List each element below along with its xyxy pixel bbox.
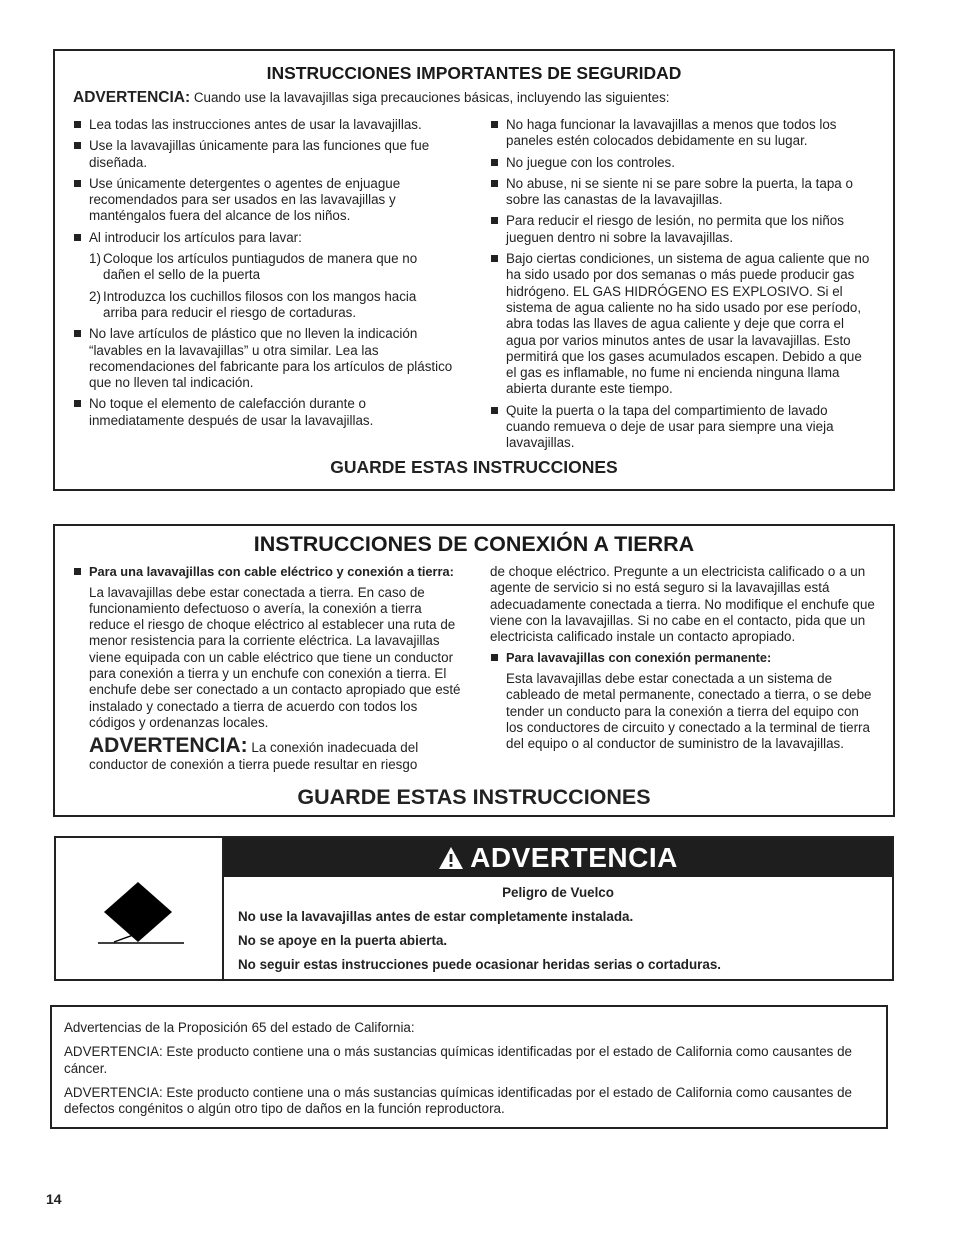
safety-footer: GUARDE ESTAS INSTRUCCIONES xyxy=(330,457,618,477)
list-item: Para reducir el riesgo de lesión, no permita que los niños jueguen dentro ni sobre la lavavajillas. xyxy=(490,213,875,246)
prop65-warning: ADVERTENCIA: Este producto contiene una o más sustancias químicas identificadas por el estado de California como causantes de cáncer. xyxy=(64,1044,852,1076)
grounding-footer: GUARDE ESTAS INSTRUCCIONES xyxy=(297,785,651,809)
list-item: Bajo ciertas condiciones, un sistema de agua caliente que no ha sido usado por dos semanas o más puede producir gas hidrógeno. EL GAS HIDRÓGENO ES EXPLOSIVO. Si el sistema de agua caliente no ha sido usado por ese período, abra todas las llaves de agua caliente y deje que corra el agua por varios minutos antes de usar la lavavajillas. Esto permitirá que los gases acumulados escapen. Debido a que el gas es inflamable, no fume ni encienda ninguna llama abierta durante este tiempo. xyxy=(490,251,875,398)
grounding-body: La lavavajillas debe estar conectada a tierra. En caso de funcionamiento defectuoso o avería, la conexión a tierra reduce el riesgo de choque eléctrico al establecer una ruta de menor resistencia para la corriente eléctrica. La lavavajillas viene equipada con un cable eléctrico que tiene un conductor para conexión a tierra y un enchufe con conexión a tierra. El enchufe debe ser conectado a un contacto apropiado que esté instalado y conectado a tierra de acuerdo con todos los códigos y ordenanzas locales. xyxy=(89,584,461,730)
warning-header-text: ADVERTENCIA xyxy=(470,842,678,873)
grounding-body: Esta lavavajillas debe estar conectada a un sistema de cableado de metal permanente, conectado a tierra, o se debe tender un conducto para la conexión a tierra del equipo con los conductores de circuito y conectado a la terminal de tierra del equipo o al conductor de suministro de la lavavajillas. xyxy=(506,670,872,752)
safety-instructions-box xyxy=(53,49,895,491)
prop65-intro: Advertencias de la Proposición 65 del estado de California: xyxy=(64,1020,415,1035)
list-item: No juegue con los controles. xyxy=(490,155,875,171)
grounding-left-column xyxy=(73,564,465,773)
warning-lines xyxy=(238,885,878,981)
list-item: Use únicamente detergentes o agentes de enjuague recomendados para ser usados en las lavavajillas y manténgalos fuera del alcance de los niños. xyxy=(73,176,453,225)
list-item: Lea todas las instrucciones antes de usar la lavavajillas. xyxy=(73,117,453,133)
list-item: No haga funcionar la lavavajillas a menos que todos los paneles estén colocados debidamente en su lugar. xyxy=(490,117,875,150)
item-text: Coloque los artículos puntiagudos de manera que no dañen el sello de la puerta xyxy=(103,251,418,283)
prop65-box xyxy=(50,1005,888,1129)
grounding-right-column xyxy=(490,564,875,752)
list-item: Use la lavavajillas únicamente para las funciones que fue diseñada. xyxy=(73,138,453,171)
safety-warning xyxy=(73,89,670,107)
numbered-item xyxy=(73,251,453,284)
grounding-warning-text: La conexión inadecuada del conductor de conexión a tierra puede resultar en riesgo xyxy=(89,740,419,773)
item-text: Introduzca los cuchillos filosos con los mangos hacia arriba para reducir el riesgo de cortaduras. xyxy=(103,288,417,320)
safety-warning-text: Cuando use la lavavajillas siga precauciones básicas, incluyendo las siguientes: xyxy=(190,90,670,105)
grounding-warning-label: ADVERTENCIA: xyxy=(89,734,248,758)
numbered-item xyxy=(73,289,453,322)
item-number: 2) xyxy=(89,288,101,304)
grounding-body-continued: de choque eléctrico. Pregunte a un electricista calificado o a un agente de servicio si no está seguro si la lavavajillas está adecuadamente conectada a tierra. No modifique el enchufe que viene con la lavavajillas. Si no cabe en el contacto, pida que un electricista calificado instale un contacto apropiado. xyxy=(490,564,875,645)
list-item: Quite la puerta o la tapa del compartimiento de lavado cuando remueva o deje de usar para siempre una vieja lavavajillas. xyxy=(490,403,875,452)
prop65-text xyxy=(64,1020,854,1125)
warning-line: No seguir estas instrucciones puede ocasionar heridas serias o cortaduras. xyxy=(238,957,721,972)
grounding-warning xyxy=(73,735,465,773)
warning-line: No se apoye en la puerta abierta. xyxy=(238,933,448,948)
page-number: 14 xyxy=(46,1191,62,1207)
tip-over-warning-box xyxy=(54,836,894,981)
list-item: Al introducir los artículos para lavar: xyxy=(73,230,453,246)
list-item: No abuse, ni se siente ni se pare sobre la puerta, la tapa o sobre las canastas de la lavavajillas. xyxy=(490,176,875,209)
alert-triangle-icon xyxy=(438,846,464,870)
list-item: No lave artículos de plástico que no lleven la indicación “lavables en la lavavajillas” u otra similar. Lea las recomendaciones del fabricante para los artículos de plástico que no lleven tal indicación. xyxy=(73,326,453,391)
safety-title: INSTRUCCIONES IMPORTANTES DE SEGURIDAD xyxy=(266,63,682,83)
warning-icon-cell xyxy=(56,838,224,979)
grounding-subheading: Para una lavavajillas con cable eléctrico y conexión a tierra: xyxy=(73,564,465,580)
list-item: No toque el elemento de calefacción durante o inmediatamente después de usar la lavavajillas. xyxy=(73,396,453,429)
grounding-instructions-box xyxy=(53,524,895,817)
safety-right-column xyxy=(490,117,875,457)
warning-line: No use la lavavajillas antes de estar completamente instalada. xyxy=(238,909,634,924)
warning-line: Peligro de Vuelco xyxy=(502,885,614,900)
prop65-warning: ADVERTENCIA: Este producto contiene una o más sustancias químicas identificadas por el estado de California como causantes de defectos congénitos o algún otro tipo de daños en la función reproductora. xyxy=(64,1084,852,1117)
safety-warning-label: ADVERTENCIA: xyxy=(73,89,191,106)
warning-header xyxy=(224,838,892,877)
item-number: 1) xyxy=(89,251,101,267)
tip-over-hazard-icon xyxy=(96,876,186,946)
grounding-title: INSTRUCCIONES DE CONEXIÓN A TIERRA xyxy=(253,532,695,556)
grounding-subheading: Para lavavajillas con conexión permanente: xyxy=(490,650,875,666)
safety-left-column xyxy=(73,117,453,434)
